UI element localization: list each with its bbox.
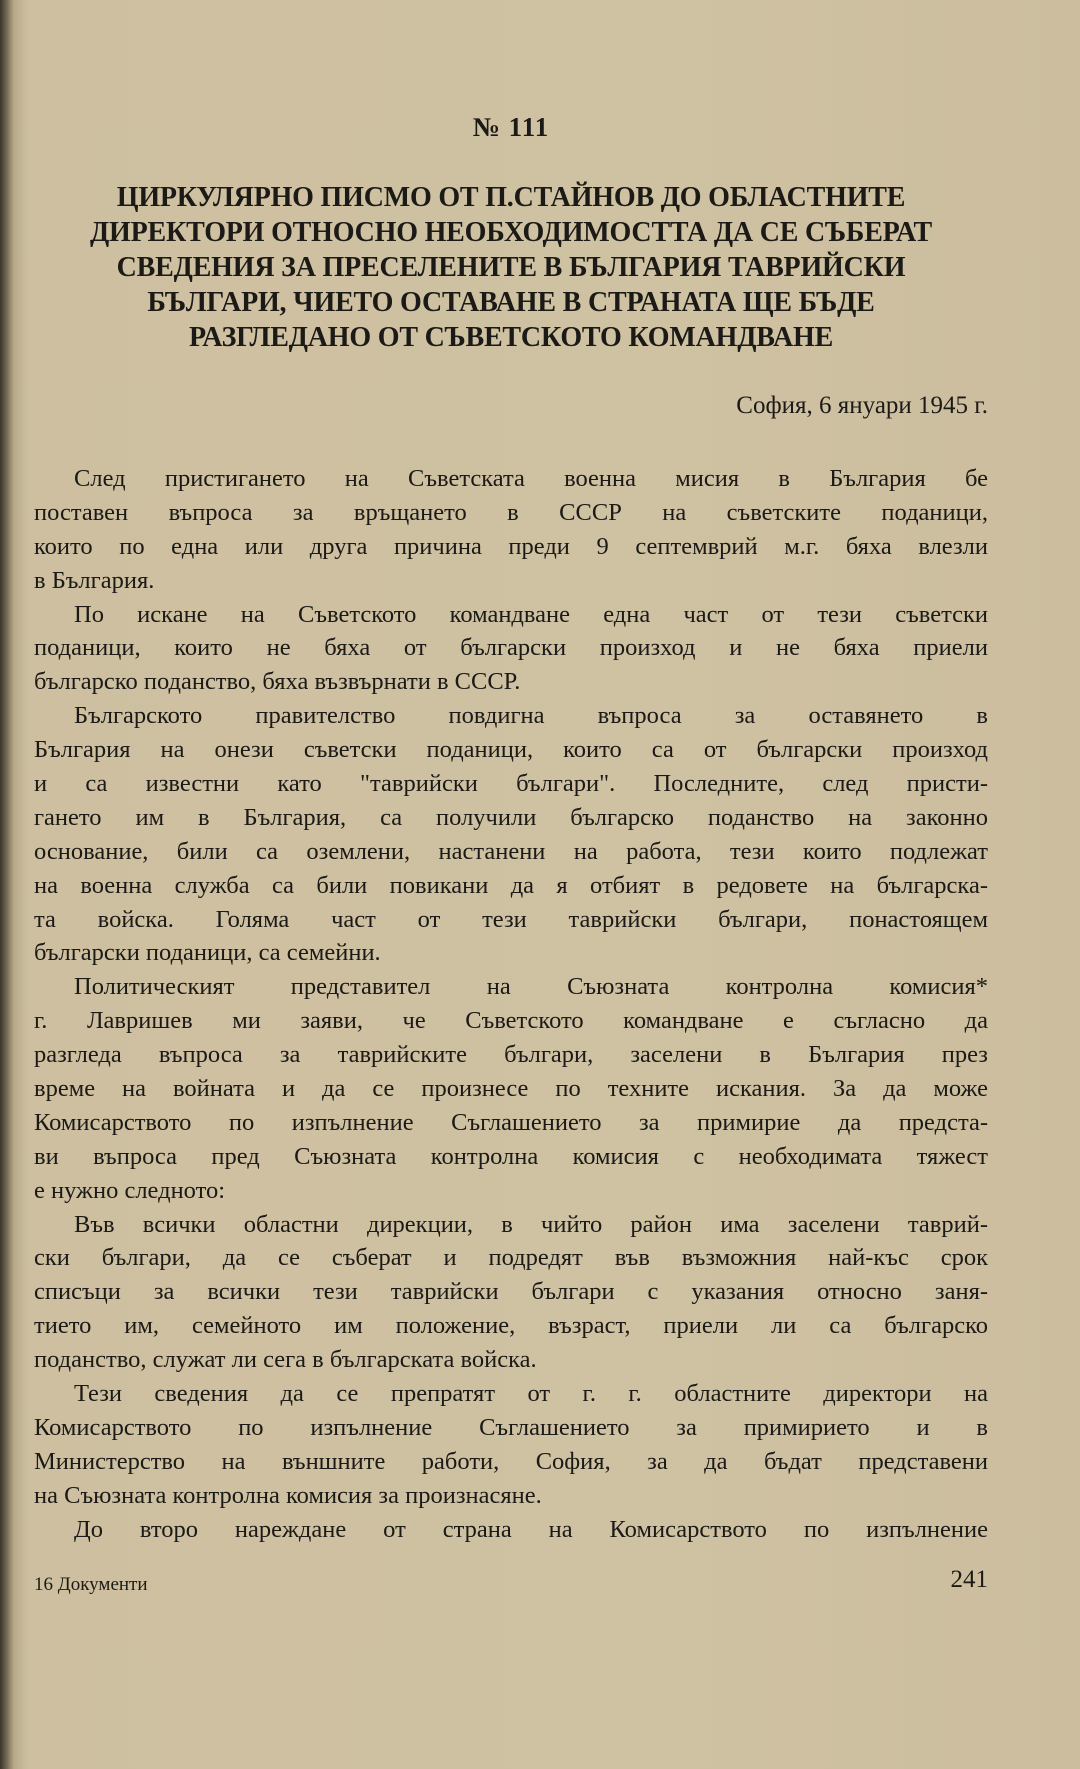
text-line: Тези сведения да се препратят от г. г. областните директори на bbox=[74, 1380, 988, 1408]
text-line: които по една или друга причина преди 9 септемврий м.г. бяха влезли bbox=[34, 532, 988, 560]
text-line: и са известни като "таврийски българи". Последните, след присти- bbox=[34, 770, 988, 798]
text-line: е нужно следното: bbox=[34, 1176, 226, 1204]
text-line: в България. bbox=[34, 566, 155, 594]
text-line: българско поданство, бяха възвърнати в СССР. bbox=[34, 668, 521, 696]
text-line: г. Лавришев ми заяви, че Съветското командване е съгласно да bbox=[34, 1007, 988, 1035]
printer-signature: 16 Документи bbox=[34, 1574, 148, 1595]
title-line: ДИРЕКТОРИ ОТНОСНО НЕОБХОДИМОСТТА ДА СЕ СЪБЕРАТ bbox=[89, 217, 933, 248]
text-line: Комисарството по изпълнение Съглашението за примирие да предста- bbox=[34, 1108, 988, 1136]
place-date: София, 6 януари 1945 г. bbox=[736, 392, 988, 419]
text-line: основание, били са оземлени, настанени на работа, тези които подлежат bbox=[34, 837, 988, 865]
text-line: До второ нареждане от страна на Комисарството по изпълнение bbox=[74, 1515, 988, 1543]
text-line: България на онези съветски поданици, които са от български произход bbox=[34, 736, 988, 764]
page-number: 241 bbox=[950, 1566, 988, 1593]
text-line: ски българи, да се съберат и подредят във възможния най-къс срок bbox=[34, 1244, 988, 1272]
text-line: ви въпроса пред Съюзната контролна комисия с необходимата тяжест bbox=[34, 1142, 988, 1170]
text-line: По искане на Съветското командване една част от тези съветски bbox=[74, 600, 988, 628]
text-line: на военна служба са били повикани да я отбият в редовете на българска- bbox=[34, 871, 988, 899]
title-line: СВЕДЕНИЯ ЗА ПРЕСЕЛЕНИТЕ В БЪЛГАРИЯ ТАВРИЙСКИ bbox=[116, 252, 906, 283]
text-line: списъци за всички тези таврийски българи с указания относно зaня- bbox=[34, 1278, 988, 1306]
text-line: разгледа въпроса за таврийските българи, заселени в България през bbox=[34, 1041, 988, 1069]
text-line: поданици, които не бяха от български произход и не бяха приели bbox=[34, 634, 988, 662]
text-line: поставен въпроса за връщането в СССР на съветските поданици, bbox=[34, 498, 988, 526]
text-line: та войска. Голяма част от тези таврийски българи, понастоящем bbox=[34, 905, 988, 933]
text-line: След пристигането на Съветската военна мисия в България бе bbox=[74, 465, 988, 492]
text-line: на Съюзната контролна комисия за произнасяне. bbox=[34, 1481, 542, 1509]
text-line: Политическият представител на Съюзната контролна комисия* bbox=[74, 973, 988, 1001]
text-line: Комисарството по изпълнение Съглашението за примирието и в bbox=[34, 1413, 988, 1441]
document-body bbox=[34, 462, 988, 1547]
text-line: български поданици, са семейни. bbox=[34, 939, 381, 967]
text-line: Във всички областни дирекции, в чийто район има заселени таврий- bbox=[74, 1210, 988, 1238]
text-line: Българското правителство повдигна въпроса за оставянето в bbox=[74, 702, 988, 730]
text-line: поданство, служат ли сега в българската войска. bbox=[34, 1346, 537, 1374]
title-line: ЦИРКУЛЯРНО ПИСМО ОТ П.СТАЙНОВ ДО ОБЛАСТНИТЕ bbox=[116, 182, 906, 213]
title-line: РАЗГЛЕДАНО ОТ СЪВЕТСКОТО КОМАНДВАНЕ bbox=[188, 322, 834, 353]
text-line: тието им, семейното им положение, възраст, приели ли са българско bbox=[34, 1312, 988, 1340]
document-number: № 111 bbox=[472, 112, 550, 142]
document-title bbox=[34, 180, 988, 355]
text-line: Министерство на външните работи, София, за да бъдат представени bbox=[34, 1447, 988, 1475]
text-line: гането им в България, са получили българско поданство на законно bbox=[34, 803, 988, 831]
title-line: БЪЛГАРИ, ЧИЕТО ОСТАВАНЕ В СТРАНАТА ЩЕ БЪДЕ bbox=[147, 287, 875, 318]
text-line: време на войната и да се произнесе по техните искания. За да може bbox=[34, 1075, 988, 1103]
